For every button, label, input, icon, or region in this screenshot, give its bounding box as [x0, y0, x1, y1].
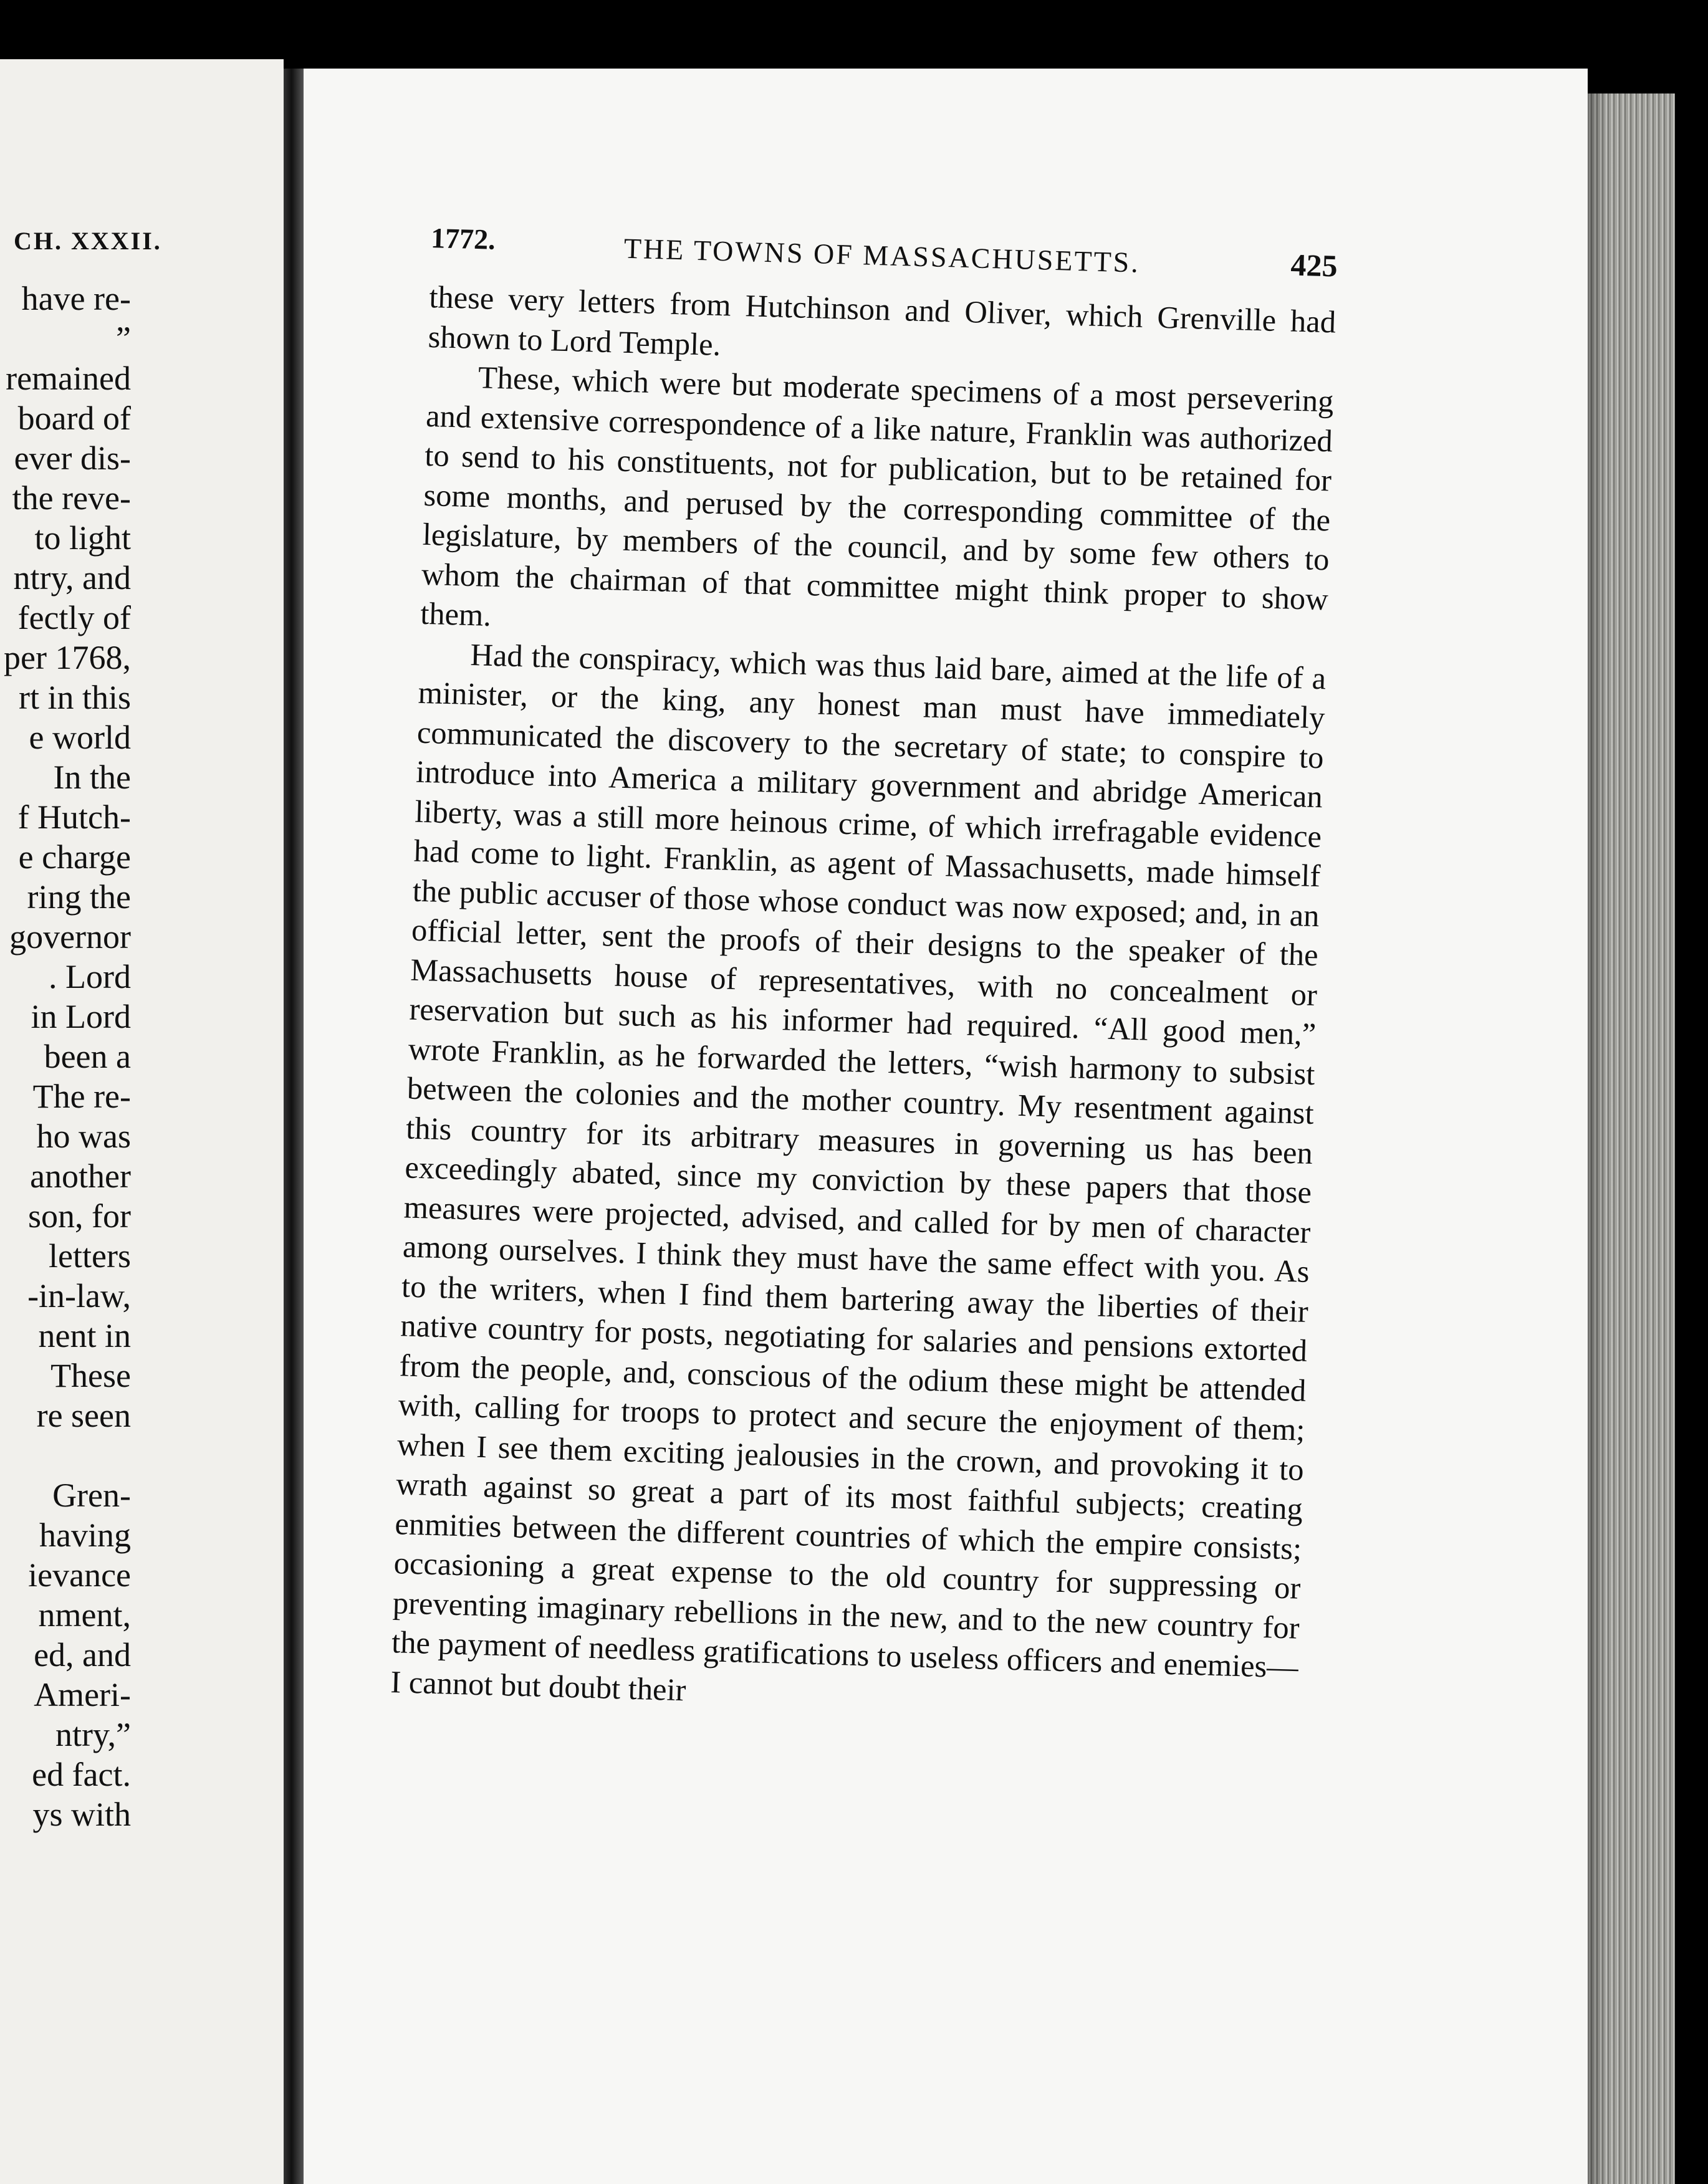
- previous-page-line: nment,: [38, 1596, 131, 1634]
- previous-page-line: ntry,”: [55, 1716, 131, 1753]
- previous-page-line: The re-: [32, 1078, 131, 1115]
- previous-page-line: ntry, and: [13, 559, 131, 596]
- previous-page-line: in Lord: [31, 998, 131, 1035]
- previous-page-line: nent in: [38, 1317, 131, 1354]
- running-head-year: 1772.: [430, 221, 496, 256]
- body-text: [390, 277, 1336, 1727]
- previous-page-line: e world: [29, 719, 131, 756]
- previous-page-line: e charge: [18, 838, 131, 876]
- previous-page-line: board of: [17, 400, 131, 437]
- paragraph-continuation: these very letters from Hutchinson and Oliver, which Grenville had shown to Lord Temple.: [428, 279, 1336, 362]
- previous-page-line: letters: [49, 1237, 131, 1275]
- previous-page-line: another: [30, 1157, 131, 1195]
- previous-page-header: CH. XXXII.: [14, 227, 162, 255]
- previous-page-line: re seen: [36, 1397, 131, 1434]
- previous-page-line: rt in this: [18, 679, 131, 716]
- previous-page-line: ys with: [32, 1796, 131, 1833]
- paragraph: These, which were but moderate specimens of a most persevering and extensive correspondence of a like nature, Franklin was authorized to send to his constituents, not for publication, but to be retained for some months, and perused by the corresponding committee of the legislature, by members of the council, and by some few others to whom the chairman of that committee might think proper to show them.: [420, 360, 1335, 633]
- previous-page-line: ho was: [36, 1118, 131, 1155]
- previous-page-line: ievance: [28, 1556, 131, 1594]
- previous-page-line: the reve-: [12, 479, 131, 517]
- page-content: [390, 221, 1338, 1727]
- previous-page-line: son, for: [28, 1197, 131, 1235]
- previous-page-line: ring the: [27, 878, 131, 916]
- previous-page-line: ever dis-: [14, 439, 131, 477]
- previous-page-line: Ameri-: [34, 1676, 131, 1713]
- previous-page-line: having: [39, 1516, 131, 1554]
- previous-page-line: per 1768,: [4, 639, 131, 676]
- previous-page: [0, 59, 284, 2184]
- previous-page-line: remained: [6, 360, 131, 397]
- previous-page-line: have re-: [21, 280, 131, 317]
- previous-page-line: ed fact.: [32, 1756, 131, 1793]
- previous-page-line: governor: [9, 918, 131, 956]
- page-number: 425: [1290, 247, 1338, 284]
- previous-page-line: been a: [44, 1038, 131, 1075]
- previous-page-line: These: [50, 1357, 131, 1394]
- book-gutter: [284, 69, 304, 2184]
- paragraph: Had the conspiracy, which was thus laid bare, aimed at the life of a minister, or the king, any honest man must have immediately communicated the discovery to the secretary of state; to conspire to introduce into America a military government and abridge American liberty, was a still more heinous crime, of which irrefragable evidence had come to light. Franklin, as agent of Massachusetts, made himself the public accuser of those whose conduct was now exposed; and, in an official letter, sent the proofs of their designs to the speaker of the Massachusetts house of representatives, with no concealment or reservation but such as his informer had required. “All good men,” wrote Franklin, as he forwarded the letters, “wish harmony to subsist between the colonies and the mother country. My resentment against this country for its arbitrary measures in governing us has been exceedingly abated, since my conviction by these papers that those measures were projected, advised, and called for by men of character among ourselves. I think they must have the same effect with you. As to the writers, when I find them bartering away the liberties of their native country for posts, negotiating for salaries and pensions extorted from the people, and, conscious of the odium these might be attended with, calling for troops to protect and secure the enjoyment of them; when I see them exciting jealousies in the crown, and provoking it to wrath against so great a part of its most faithful subjects; creating enmities between the different countries of which the empire consists; occasioning a great expense to the old country for suppressing or preventing imaginary rebellions in the new, and to the new country for the payment of needless gratifications to useless officers and enemies—I cannot but doubt their: [390, 636, 1327, 1707]
- running-head-title: THE TOWNS OF MASSACHUSETTS.: [623, 232, 1141, 279]
- previous-page-line: ”: [116, 320, 131, 357]
- previous-page-line: ed, and: [34, 1636, 131, 1674]
- previous-page-line: f Hutch-: [17, 798, 131, 836]
- previous-page-line: . Lord: [49, 958, 131, 995]
- previous-page-line: -in-law,: [27, 1277, 131, 1315]
- previous-page-line: to light: [34, 519, 131, 557]
- previous-page-line: Gren-: [52, 1477, 131, 1514]
- previous-page-line: fectly of: [17, 599, 131, 636]
- current-page: [304, 69, 1588, 2184]
- previous-page-line: In the: [53, 759, 131, 796]
- page-edges-shadow: [1588, 93, 1606, 2184]
